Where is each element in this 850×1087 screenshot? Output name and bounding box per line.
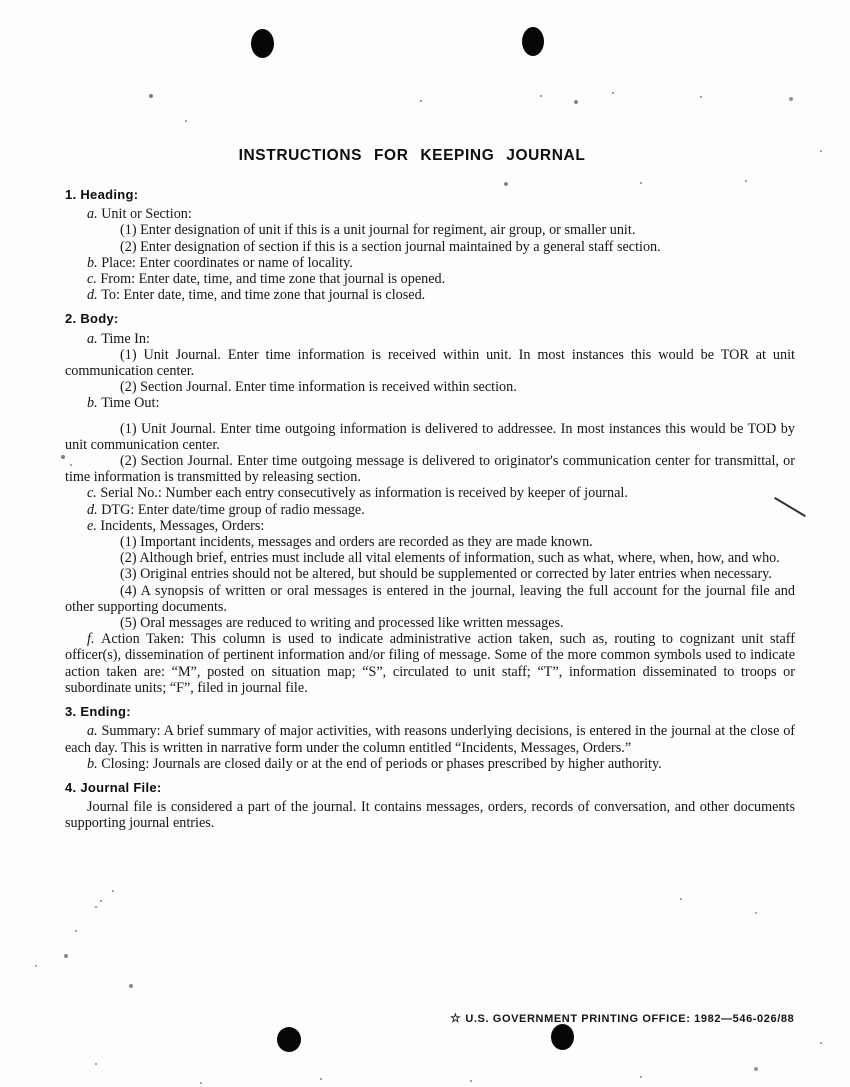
item-label: (4) [120,582,141,599]
document-content [65,147,795,832]
item-label: b. [87,755,102,772]
section-heading: 3. Ending: [65,704,131,720]
item-label: (2) [120,379,141,396]
item-label: f. [87,631,102,648]
paragraph: c. Serial No.: Number each entry consecutively as information is received by keeper of journal. [87,485,628,502]
paragraph: b. Time Out: [87,395,160,412]
item-label: (5) [120,615,141,632]
section-heading: 1. Heading: [65,187,139,202]
item-label: d. [87,287,102,304]
paragraph: (1) Unit Journal. Enter time outgoing information is delivered to addressee. In most instances this would be TOD by unit communication center. [65,420,795,453]
section-heading: 2. Body: [65,311,119,327]
paragraph: (2) Although brief, entries must include all vital elements of information, such as what, where, when, how, and who. [120,550,780,567]
paragraph: c. From: Enter date, time, and time zone that journal is opened. [87,271,446,288]
paragraph: (3) Original entries should not be altered, but should be supplemented or corrected by later entries when necessary. [120,566,772,583]
paragraph: (2) Section Journal. Enter time information is received within section. [120,379,517,396]
item-label: a. [87,723,102,740]
paragraph: a. Time In: [87,330,150,347]
item-label: (2) [120,550,140,567]
paragraph: a. Summary: A brief summary of major activities, with reasons underlying decisions, is entered in the journal at the close of each day. This is written in narrative form under the column entitled “Incidents, Messages, Orders.” [65,723,796,756]
paragraph: (1) Unit Journal. Enter time information is received within unit. In most instances this would be TOR at unit communication center. [65,346,795,380]
printing-office-text: U.S. GOVERNMENT PRINTING OFFICE: 1982—546-026/88 [465,1013,795,1025]
paragraph: b. Closing: Journals are closed daily or at the end of periods or phases prescribed by higher authority. [87,755,662,772]
punch-hole-mark-top-left [251,29,274,58]
item-label: e. [87,517,101,534]
item-label: d. [87,501,102,518]
document-body [65,187,795,832]
item-label: (2) [120,238,141,255]
paragraph: Journal file is considered a part of the journal. It contains messages, orders, records of conversation, and other documents supporting journal entries. [65,799,795,832]
punch-hole-mark-bottom-right [551,1024,574,1050]
item-label: (1) [120,420,141,437]
paragraph: (1) Enter designation of unit if this is a unit journal for regiment, air group, or smaller unit. [120,222,636,239]
paragraph: b. Place: Enter coordinates or name of locality. [87,254,353,271]
item-label: (1) [120,346,144,363]
paragraph: d. DTG: Enter date/time group of radio message. [87,501,365,518]
paragraph: (5) Oral messages are reduced to writing and processed like written messages. [120,615,564,632]
paragraph: e. Incidents, Messages, Orders: [87,517,265,534]
paragraph: (4) A synopsis of written or oral messages is entered in the journal, leaving the full account for the journal file and other supporting documents. [65,582,795,615]
paragraph: d. To: Enter date, time, and time zone that journal is closed. [87,287,426,304]
page-title: INSTRUCTIONS FOR KEEPING JOURNAL [238,147,586,164]
star-icon: ☆ [450,1011,462,1025]
item-label: a. [87,330,102,347]
paragraph: (2) Enter designation of section if this is a section journal maintained by a general staff section. [120,238,661,255]
punch-hole-mark-top-right [522,27,544,56]
punch-hole-mark-bottom-left [277,1027,301,1052]
paragraph: a. Unit or Section: [87,206,192,223]
item-label: a. [87,206,102,223]
section-heading: 4. Journal File: [65,779,162,795]
item-label: (2) [120,453,141,470]
item-label: c. [87,271,101,288]
paragraph: (2) Section Journal. Enter time outgoing message is delivered to originator's communication center for transmittal, or time information is transmitted by releasing section. [65,453,795,486]
scan-noise-speckles [0,0,2,2]
item-label: (3) [120,566,141,583]
item-label: b. [87,395,102,412]
item-label: c. [87,485,101,502]
paragraph: f. Action Taken: This column is used to indicate administrative action taken, such as, routing to cognizant unit staff officer(s), dissemination of pertinent information and/or filing of message. Some of the more common symbols used to indicate action taken are: “M”, posted on situation map; “S”, circulated to unit staff; “T”, information disseminated to troops or subordinate units; “F”, filed in journal file. [65,631,795,696]
paragraph: (1) Important incidents, messages and orders are recorded as they are made known. [120,534,593,551]
item-label: b. [87,254,102,271]
printing-office-note [450,1011,794,1025]
item-label: (1) [120,222,141,239]
item-label: (1) [120,534,141,551]
